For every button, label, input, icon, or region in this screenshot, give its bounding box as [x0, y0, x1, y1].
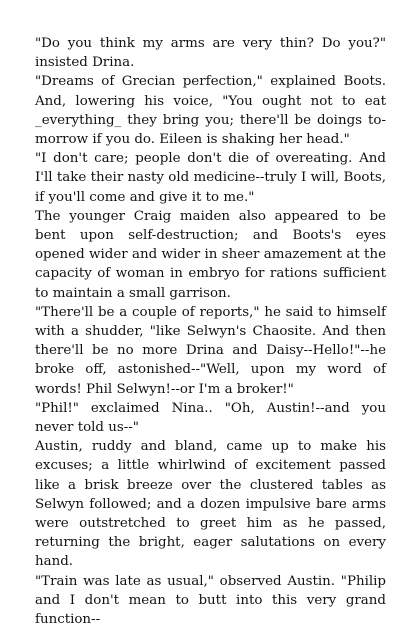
paragraph-6: "Phil!" exclaimed Nina.. "Oh, Austin!--and you never told us--" [35, 400, 386, 436]
paragraph-3: "I don't care; people don't die of overeating. And I'll take their nasty old medicine--truly I will, Boots, if you'll come and give it to me." [35, 151, 386, 205]
paragraph-4: The younger Craig maiden also appeared to be bent upon self-destruction; and Boots's eyes opened wider and wider in sheer amazement at the capacity of woman in embryo for rations sufficient to maintain a small garrison. [35, 208, 386, 301]
paragraph-7: Austin, ruddy and bland, came up to make his excuses; a little whirlwind of excitement passed like a brisk breeze over the clustered tables as Selwyn followed; and a dozen impulsive bare arms were outstretched to greet him as he passed, returning the bright, eager salutations on every hand. [35, 439, 386, 570]
page-text [35, 34, 386, 629]
paragraph-5: "There'll be a couple of reports," he said to himself with a shudder, "like Selwyn's Chaosite. And then there'll be no more Drina and Daisy--Hello!"--he broke off, astonished--"Well, upon my word of words! Phil Selwyn!--or I'm a broker!" [35, 304, 386, 397]
paragraph-8: "Train was late as usual," observed Austin. "Philip and I don't mean to butt into this very grand function-- [35, 573, 386, 628]
paragraph-1: "Do you think my arms are very thin? Do you?" insisted Drina. [35, 36, 386, 71]
paragraph-2: "Dreams of Grecian perfection," explained Boots. And, lowering his voice, "You ought not to eat _everything_ they bring you; there'll be doings to-morrow if you do. Eileen is shaking her head." [35, 74, 386, 148]
